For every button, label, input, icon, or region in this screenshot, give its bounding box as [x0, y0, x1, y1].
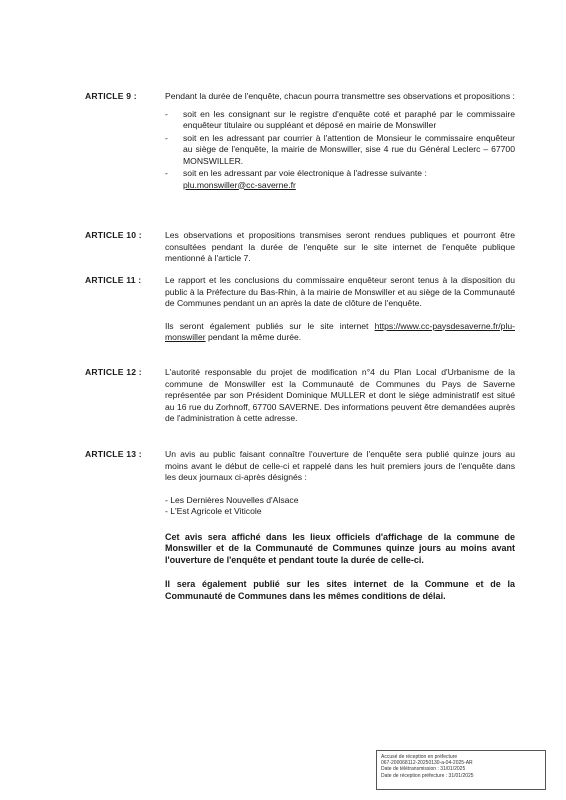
article-13-bold-paragraph-1: Cet avis sera affiché dans les lieux officiels d'affichage de la commune de Monswiller et de la Communauté de Communes quinze jours au moins avant l'ouverture de l'enquête et pendant toute la durée de celle-ci.	[165, 531, 515, 566]
bullet-item	[165, 168, 515, 191]
bullet-item	[165, 133, 515, 168]
article-11-paragraph-1: Le rapport et les conclusions du commissaire enquêteur seront tenus à la disposition du public à la Préfecture du Bas-Rhin, à la mairie de Monswiller et au siège de la Communauté de Communes pendant un an après la date de clôture de l'enquête.	[165, 275, 515, 308]
article-11-p2-after: pendant la même durée.	[205, 332, 302, 342]
prefecture-receipt-box	[376, 750, 546, 790]
email-link[interactable]: plu.monswiller@cc-saverne.fr	[183, 179, 296, 190]
receipt-line: Date de réception préfecture : 31/01/2025	[381, 772, 474, 779]
article-9-label: ARTICLE 9 :	[85, 91, 137, 101]
bullet-text: soit en les consignant sur le registre d'enquête coté et paraphé par le commissaire enquêteur titulaire ou suppléant et déposé en mairie de Monswiller	[183, 108, 515, 130]
article-10-label: ARTICLE 10 :	[85, 230, 142, 240]
bullet-dash: -	[165, 108, 168, 119]
article-13-bold-paragraph-2: Il sera également publié sur les sites internet de la Commune et de la Communauté de Communes dans les mêmes conditions de délai.	[165, 578, 515, 601]
article-11-label: ARTICLE 11 :	[85, 275, 142, 285]
article-10-text: Les observations et propositions transmises seront rendues publiques et pourront être consultées pendant la durée de l'enquête sur le site internet de l'enquête publique mentionné à l'article 7.	[165, 230, 515, 263]
receipt-line: 067-200068112-20250130-a-04-2025-AR	[381, 760, 473, 767]
journal-item: - Les Dernières Nouvelles d'Alsace	[165, 494, 299, 505]
website-link[interactable]: https://www.cc-paysdesaverne.fr/plu-monswiller	[165, 320, 515, 342]
article-12-label: ARTICLE 12 :	[85, 367, 142, 377]
bullet-dash: -	[165, 168, 168, 178]
receipt-line: Date de télétransmission : 31/01/2025	[381, 766, 466, 773]
article-11-paragraph-2	[165, 321, 515, 344]
article-11-p2-before: Ils seront également publiés sur le site internet	[165, 320, 375, 331]
receipt-line: Accusé de réception en préfecture	[381, 754, 458, 760]
article-12-body	[165, 367, 515, 425]
article-9-bullet-list	[165, 109, 515, 192]
journal-list	[165, 495, 515, 518]
article-9-intro: Pendant la durée de l'enquête, chacun pourra transmettre ses observations et propositions :	[165, 91, 515, 101]
article-13-body	[165, 449, 515, 602]
article-13-label: ARTICLE 13 :	[85, 449, 142, 459]
bullet-item	[165, 109, 515, 132]
article-12-text: L'autorité responsable du projet de modification n°4 du Plan Local d'Urbanisme de la commune de Monswiller est la Communauté de Communes du Pays de Saverne représentée par son Président Dominique MULLER et dont le siège administratif est situé au 16 rue du Zorhnoff, 67700 SAVERNE. Des informations peuvent être demandées auprès de l'administration à cette adresse.	[165, 367, 515, 423]
article-9-body	[165, 91, 515, 192]
journal-item: - L'Est Agricole et Viticole	[165, 506, 262, 516]
bullet-text: soit en les adressant par courrier à l'attention de Monsieur le commissaire enquêteur au siège de l'enquête, la mairie de Monswiller, sise 4 rue du Général Leclerc – 67700 MONSWILLER.	[183, 132, 515, 166]
article-11-body	[165, 275, 515, 344]
bullet-text: soit en les adressant par voie électronique à l'adresse suivante :	[183, 168, 427, 178]
article-10-body	[165, 230, 515, 265]
bullet-dash: -	[165, 132, 168, 143]
article-13-paragraph-1: Un avis au public faisant connaître l'ouverture de l'enquête sera publié quinze jours au moins avant le début de celle-ci et rappelé dans les huit premiers jours de l'enquête dans les deux journaux ci-après désignés :	[165, 449, 515, 482]
